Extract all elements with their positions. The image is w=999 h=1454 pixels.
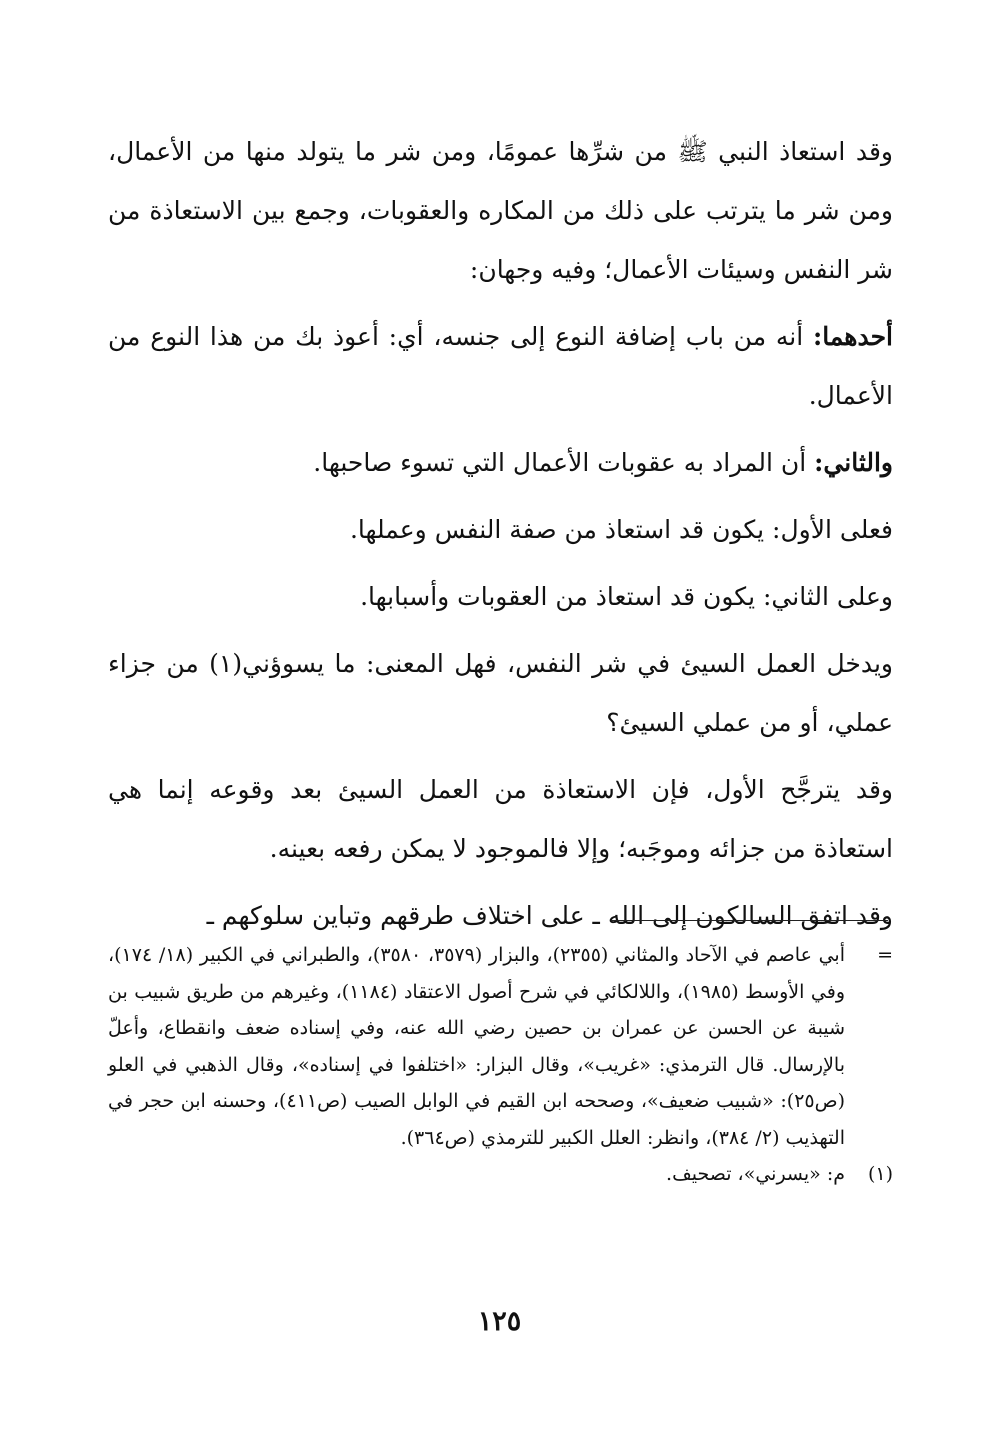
paragraph	[108, 760, 893, 878]
paragraph-text: أن المراد به عقوبات الأعمال التي تسوء صاحبها.	[313, 448, 815, 477]
paragraph	[108, 634, 893, 752]
paragraph-text: وعلى الثاني: يكون قد استعاذ من العقوبات وأسبابها.	[360, 582, 893, 611]
footnotes	[108, 937, 893, 1193]
paragraph-text: ويدخل العمل السيئ في شر النفس، فهل المعنى: ما يسوؤني(١) من جزاء عملي، أو من عملي السيئ؟	[108, 649, 893, 737]
footnote	[108, 1156, 893, 1193]
paragraph-text: أنه من باب إضافة النوع إلى جنسه، أي: أعوذ بك من هذا النوع من الأعمال.	[108, 322, 893, 410]
paragraph	[108, 500, 893, 559]
footnote-text: م: «يسرني»، تصحيف.	[666, 1163, 845, 1185]
paragraph-text: وقد يترجَّح الأول، فإن الاستعاذة من العمل السيئ بعد وقوعه إنما هي استعاذة من جزائه وموجَبه؛ وإلا فالموجود لا يمكن رفعه بعينه.	[108, 775, 893, 863]
paragraph	[108, 307, 893, 425]
footnote-divider	[611, 920, 888, 921]
paragraph-lead: أحدهما:	[812, 322, 893, 351]
page-number: ١٢٥	[477, 1306, 522, 1337]
paragraph-text: فعلى الأول: يكون قد استعاذ من صفة النفس وعملها.	[349, 515, 893, 544]
paragraph	[108, 122, 893, 299]
paragraph-lead: والثاني:	[814, 448, 893, 477]
paragraph-text: وقد اتفق السالكون إلى الله ـ على اختلاف طرقهم وتباين سلوكهم ـ	[206, 901, 893, 930]
paragraph	[108, 567, 893, 626]
footnote-mark: (١)	[867, 1163, 893, 1185]
paragraph-text: وقد استعاذ النبي ﷺ من شرِّها عمومًا، ومن شر ما يتولد منها من الأعمال، ومن شر ما يترتب على ذلك من المكاره والعقوبات، وجمع بين الاستعاذة من شر النفس وسيئات الأعمال؛ وفيه وجهان:	[108, 137, 893, 284]
footnote-mark: =	[877, 944, 893, 966]
footnote	[108, 937, 893, 1156]
main-text	[108, 122, 893, 953]
paragraph	[108, 433, 893, 492]
footnote-text: أبي عاصم في الآحاد والمثاني (٢٣٥٥)، والبزار (٣٥٧٩، ٣٥٨٠)، والطبراني في الكبير (١٨/ ١٧٤)، وفي الأوسط (١٩٨٥)، واللالكائي في شرح أصول الاعتقاد (١١٨٤)، وغيرهم من طريق شبيب بن شيبة عن الحسن عن عمران بن حصين رضي الله عنه، وفي إسناده ضعف وانقطاع، وأعلّ بالإرسال. قال الترمذي: «غريب»، وقال البزار: «اختلفوا في إسناده»، وقال الذهبي في العلو (ص٢٥): «شبيب ضعيف»، وصححه ابن القيم في الوابل الصيب (ص٤١١)، وحسنه ابن حجر في التهذيب (٢/ ٣٨٤)، وانظر: العلل الكبير للترمذي (ص٣٦٤).	[108, 944, 846, 1149]
